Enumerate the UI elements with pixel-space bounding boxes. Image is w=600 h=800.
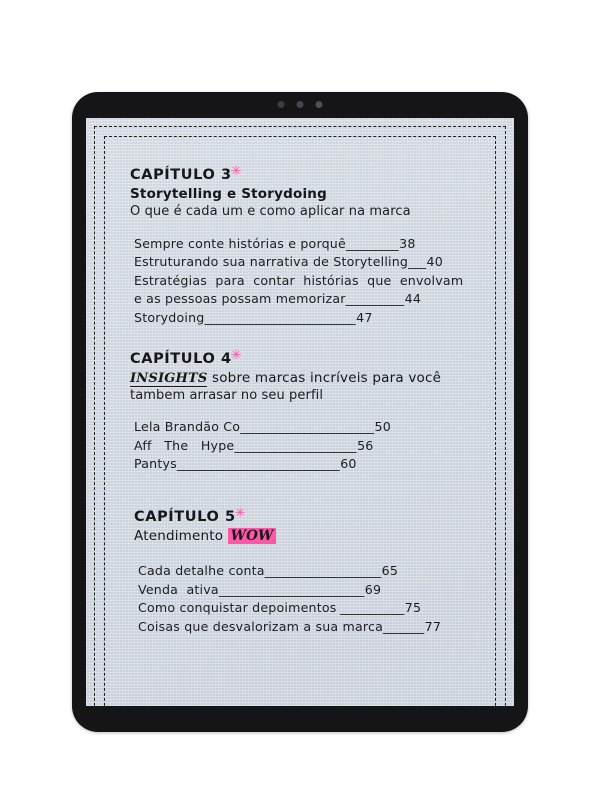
chapter-5-title	[134, 506, 247, 526]
chapter-5-subtitle-pre: Atendimento	[134, 528, 228, 545]
camera-dot-left	[278, 101, 285, 108]
list-item[interactable]: Coisas que desvalorizam a sua marca _______ 77	[138, 618, 442, 634]
chapter-4-subtitle	[130, 370, 470, 386]
list-item[interactable]: Venda ativa _________________________ 69	[138, 581, 382, 597]
chapter-3-description: O que é cada um e como aplicar na marca	[130, 204, 411, 219]
list-item[interactable]: Aff The Hype _____________________ 56	[134, 437, 374, 453]
asterisk-icon: ✳	[234, 506, 247, 522]
list-item[interactable]: Sempre conte histórias e porquê _________ 38	[134, 235, 416, 251]
chapter-5-title-text: CAPÍTULO 5	[134, 509, 236, 526]
spacer	[130, 328, 470, 350]
chapter-5-entries	[138, 562, 470, 637]
asterisk-icon: ✳	[230, 164, 243, 179]
tablet-device-frame	[72, 92, 528, 732]
table-of-contents	[130, 166, 470, 637]
tablet-screen[interactable]	[86, 118, 514, 706]
list-item[interactable]: e as pessoas possam memorizar __________ 44	[134, 291, 422, 307]
camera-cluster	[278, 101, 323, 108]
list-item[interactable]: Lela Brandão Co _______________________ 50	[134, 419, 391, 435]
chapter-4-entries	[134, 418, 470, 474]
chapter-block-5	[134, 508, 470, 637]
chapter-4-highlight-word: INSIGHTS	[130, 370, 208, 386]
list-item[interactable]: Storydoing __________________________ 47	[134, 310, 373, 326]
device-bottom-bezel	[86, 706, 514, 718]
chapter-3-entries	[134, 235, 470, 328]
document-page	[86, 118, 514, 706]
spacer	[130, 474, 470, 508]
list-item[interactable]: Cada detalhe conta ____________________ 65	[138, 563, 399, 579]
chapter-5-highlight-word: WOW	[228, 528, 277, 544]
list-item[interactable]: Como conquistar depoimentos ___________ 75	[138, 600, 422, 616]
chapter-4-title-text: CAPÍTULO 4	[130, 350, 232, 367]
list-item[interactable]: Pantys ____________________________ 60	[134, 456, 357, 472]
chapter-4-subtitle-rest: sobre marcas incríveis para você	[207, 369, 442, 386]
chapter-4-title	[130, 347, 243, 367]
chapter-block-3	[130, 166, 470, 328]
list-item[interactable]: Estratégias para contar histórias que envolvam	[134, 272, 464, 288]
camera-dot-right	[316, 101, 323, 108]
chapter-3-title-text: CAPÍTULO 3	[130, 167, 232, 183]
list-item[interactable]: Estruturando sua narrativa de Storytelling ___ 40	[134, 254, 443, 270]
chapter-3-subtitle: Storytelling e Storydoing	[130, 186, 327, 202]
camera-dot-center	[297, 101, 304, 108]
asterisk-icon: ✳	[230, 347, 243, 363]
chapter-block-4	[130, 347, 470, 474]
chapter-5-subtitle	[134, 528, 470, 544]
chapter-4-description: tambem arrasar no seu perfil	[130, 387, 324, 403]
chapter-3-title	[130, 164, 243, 183]
